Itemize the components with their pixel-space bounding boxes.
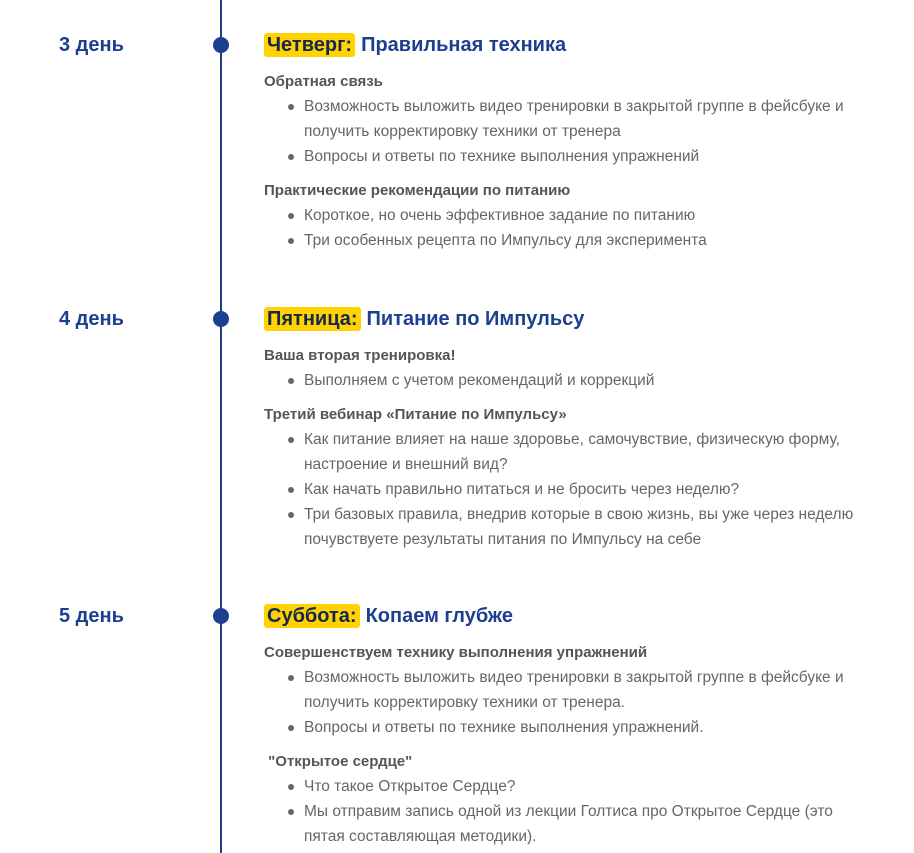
- bullet-icon: [288, 238, 294, 244]
- timeline-line: [220, 0, 222, 853]
- day-topic: Копаем глубже: [365, 605, 513, 627]
- day-label: 3 день: [59, 34, 124, 56]
- section-title: Практические рекомендации по питанию: [264, 182, 571, 199]
- section: [264, 405, 864, 552]
- day-content: [264, 32, 864, 253]
- bullet-list: [264, 774, 864, 849]
- day-heading: [264, 32, 864, 58]
- section: [264, 346, 864, 393]
- list-item: [264, 774, 864, 799]
- bullet-list: [264, 427, 864, 552]
- timeline-dot: [213, 608, 229, 624]
- list-item-text: Вопросы и ответы по технике выполнения упражнений.: [304, 719, 704, 736]
- list-item-text: Как начать правильно питаться и не бросить через неделю?: [304, 481, 740, 498]
- bullet-list: [264, 94, 864, 169]
- day-content: [264, 306, 864, 552]
- list-item-text: Возможность выложить видео тренировки в закрытой группе в фейсбуке и получить корректировку техники от тренера: [304, 98, 844, 140]
- list-item: [264, 715, 864, 740]
- list-item: [264, 228, 864, 253]
- list-item-text: Мы отправим запись одной из лекции Голтиса про Открытое Сердце (это пятая составляющая методики).: [304, 803, 833, 845]
- weekday-badge: Четверг:: [264, 33, 355, 57]
- weekday-badge: Суббота:: [264, 604, 360, 628]
- list-item: [264, 94, 864, 144]
- list-item: [264, 427, 864, 477]
- timeline-dot: [213, 37, 229, 53]
- bullet-icon: [288, 154, 294, 160]
- timeline-dot: [213, 311, 229, 327]
- day-heading: [264, 603, 864, 629]
- day-topic: Правильная техника: [361, 34, 567, 56]
- bullet-icon: [288, 213, 294, 219]
- day-heading: [264, 306, 864, 332]
- bullet-icon: [288, 104, 294, 110]
- section-title: Третий вебинар «Питание по Импульсу»: [264, 406, 567, 423]
- day-content: [264, 603, 864, 849]
- list-item-text: Короткое, но очень эффективное задание по питанию: [304, 207, 696, 224]
- bullet-icon: [288, 378, 294, 384]
- bullet-icon: [288, 437, 294, 443]
- day-topic: Питание по Импульсу: [366, 308, 585, 330]
- bullet-icon: [288, 487, 294, 493]
- section-title: Ваша вторая тренировка!: [264, 347, 456, 364]
- list-item-text: Вопросы и ответы по технике выполнения упражнений: [304, 148, 700, 165]
- list-item-text: Как питание влияет на наше здоровье, самочувствие, физическую форму, настроение и внешний вид?: [304, 431, 840, 473]
- list-item: [264, 799, 864, 849]
- section: [264, 643, 864, 740]
- list-item: [264, 144, 864, 169]
- list-item-text: Выполняем с учетом рекомендаций и коррекций: [304, 372, 655, 389]
- day-label: 4 день: [59, 308, 124, 330]
- bullet-list: [264, 368, 864, 393]
- list-item: [264, 477, 864, 502]
- section-title: Совершенствуем технику выполнения упражнений: [264, 644, 648, 661]
- list-item: [264, 502, 864, 552]
- section: [264, 181, 864, 253]
- list-item-text: Возможность выложить видео тренировки в закрытой группе в фейсбуке и получить корректировку техники от тренера.: [304, 669, 844, 711]
- section-title: Обратная связь: [264, 73, 383, 90]
- bullet-icon: [288, 809, 294, 815]
- section: [264, 72, 864, 169]
- list-item: [264, 665, 864, 715]
- bullet-list: [264, 665, 864, 740]
- list-item: [264, 368, 864, 393]
- bullet-list: [264, 203, 864, 253]
- bullet-icon: [288, 784, 294, 790]
- list-item-text: Что такое Открытое Сердце?: [304, 778, 516, 795]
- list-item-text: Три базовых правила, внедрив которые в свою жизнь, вы уже через неделю почувствуете результаты питания по Импульсу на себе: [304, 506, 854, 548]
- bullet-icon: [288, 725, 294, 731]
- bullet-icon: [288, 675, 294, 681]
- list-item-text: Три особенных рецепта по Импульсу для эксперимента: [304, 232, 707, 249]
- section: [264, 752, 864, 849]
- weekday-badge: Пятница:: [264, 307, 361, 331]
- day-label: 5 день: [59, 605, 124, 627]
- section-title: "Открытое сердце": [264, 753, 413, 770]
- bullet-icon: [288, 512, 294, 518]
- list-item: [264, 203, 864, 228]
